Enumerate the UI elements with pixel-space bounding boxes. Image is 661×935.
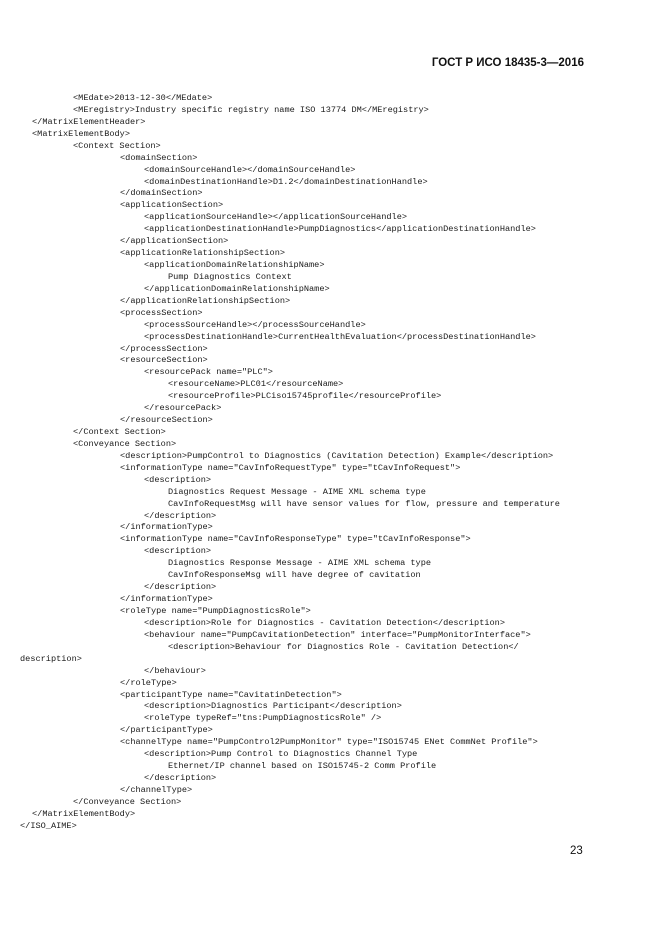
code-line: <roleType typeRef="tns:PumpDiagnosticsRole" /> xyxy=(144,713,382,724)
code-line: </MatrixElementBody> xyxy=(32,808,136,819)
code-line: <domainDestinationHandle>D1.2</domainDestinationHandle> xyxy=(144,176,428,187)
code-line: description> xyxy=(20,653,82,664)
code-line: CavInfoResponseMsg will have degree of cavitation xyxy=(168,570,421,581)
code-line: Ethernet/IP channel based on ISO15745-2 Comm Profile xyxy=(168,761,437,772)
code-line: </description> xyxy=(144,773,217,783)
code-line: <resourceProfile>PLCiso15745profile</resourceProfile> xyxy=(168,391,442,402)
code-line: </description> xyxy=(144,582,217,593)
code-line: <MEdate>2013-12-30</MEdate> xyxy=(73,93,213,103)
code-line: <roleType name="PumpDiagnosticsRole"> xyxy=(120,605,311,616)
code-line: </informationType> xyxy=(120,594,213,605)
code-line: </domainSection> xyxy=(120,188,203,199)
code-line: <domainSection> xyxy=(120,152,198,163)
code-line: <processSourceHandle></processSourceHandle> xyxy=(144,319,366,330)
code-line: <resourcePack name="PLC"> xyxy=(144,367,273,378)
code-line: <applicationSection> xyxy=(120,200,224,211)
code-line: </applicationSection> xyxy=(120,236,229,247)
code-line: <description>Diagnostics Participant</description> xyxy=(144,701,402,712)
code-line: </Conveyance Section> xyxy=(73,796,182,807)
code-line: CavInfoRequestMsg will have sensor values for flow, pressure and temperature xyxy=(168,498,560,509)
code-line: <Conveyance Section> xyxy=(73,438,177,449)
code-line: </Context Section> xyxy=(73,427,166,438)
code-line: <MatrixElementBody> xyxy=(32,128,130,139)
code-line: <behaviour name="PumpCavitationDetection" interface="PumpMonitorInterface"> xyxy=(144,629,531,640)
code-line: <resourceName>PLC01</resourceName> xyxy=(168,379,344,390)
code-line: <processDestinationHandle>CurrentHealthEvaluation</processDestinationHandle> xyxy=(144,331,536,342)
code-line: </resourcePack> xyxy=(144,403,222,414)
standard-header: ГОСТ Р ИСО 18435-3—2016 xyxy=(431,57,584,69)
code-line: <Context Section> xyxy=(73,140,161,151)
code-line: </processSection> xyxy=(120,343,208,354)
code-line: <applicationDestinationHandle>PumpDiagnostics</applicationDestinationHandle> xyxy=(144,224,536,235)
code-line: <MEregistry>Industry specific registry name ISO 13774 DM</MEregistry> xyxy=(73,104,429,115)
code-line: </channelType> xyxy=(120,784,193,795)
code-line: </applicationRelationshipSection> xyxy=(120,295,291,306)
code-line: <description> xyxy=(144,474,212,485)
code-line: <description> xyxy=(144,546,212,557)
code-line: </applicationDomainRelationshipName> xyxy=(144,283,330,294)
code-line: </ISO_AIME> xyxy=(20,820,77,831)
code-line: </participantType> xyxy=(120,725,213,736)
code-line: <domainSourceHandle></domainSourceHandle> xyxy=(144,164,356,175)
code-line: </informationType> xyxy=(120,522,213,533)
code-line: <applicationSourceHandle></applicationSourceHandle> xyxy=(144,212,408,223)
code-line: <description>Role for Diagnostics - Cavitation Detection</description> xyxy=(144,617,505,628)
code-line: <informationType name="CavInfoRequestType" type="tCavInfoRequest"> xyxy=(120,462,461,473)
code-line: Diagnostics Request Message - AIME XML schema type xyxy=(168,486,426,497)
code-line: <processSection> xyxy=(120,307,203,318)
code-line: </MatrixElementHeader> xyxy=(32,116,146,127)
code-line: <informationType name="CavInfoResponseType" type="tCavInfoResponse"> xyxy=(120,534,471,545)
code-line: </behaviour> xyxy=(144,665,206,676)
code-line: <resourceSection> xyxy=(120,355,208,366)
code-line: </resourceSection> xyxy=(120,415,213,426)
page-number: 23 xyxy=(570,845,583,857)
code-line: <description>Pump Control to Diagnostics Channel Type xyxy=(144,749,418,760)
code-line: <description>PumpControl to Diagnostics (Cavitation Detection) Example</description> xyxy=(120,450,554,461)
code-line: <channelType name="PumpControl2PumpMonitor" type="ISO15745 ENet CommNet Profile"> xyxy=(120,737,538,748)
code-line: <description>Behaviour for Diagnostics Role - Cavitation Detection</ xyxy=(168,641,519,652)
code-line: </description> xyxy=(144,510,217,521)
code-line: Diagnostics Response Message - AIME XML schema type xyxy=(168,558,432,569)
code-line: Pump Diagnostics Context xyxy=(168,271,292,282)
code-line: <applicationDomainRelationshipName> xyxy=(144,260,325,271)
code-line: <participantType name="CavitatinDetection"> xyxy=(120,689,342,700)
code-line: <applicationRelationshipSection> xyxy=(120,248,286,259)
code-line: </roleType> xyxy=(120,677,177,688)
